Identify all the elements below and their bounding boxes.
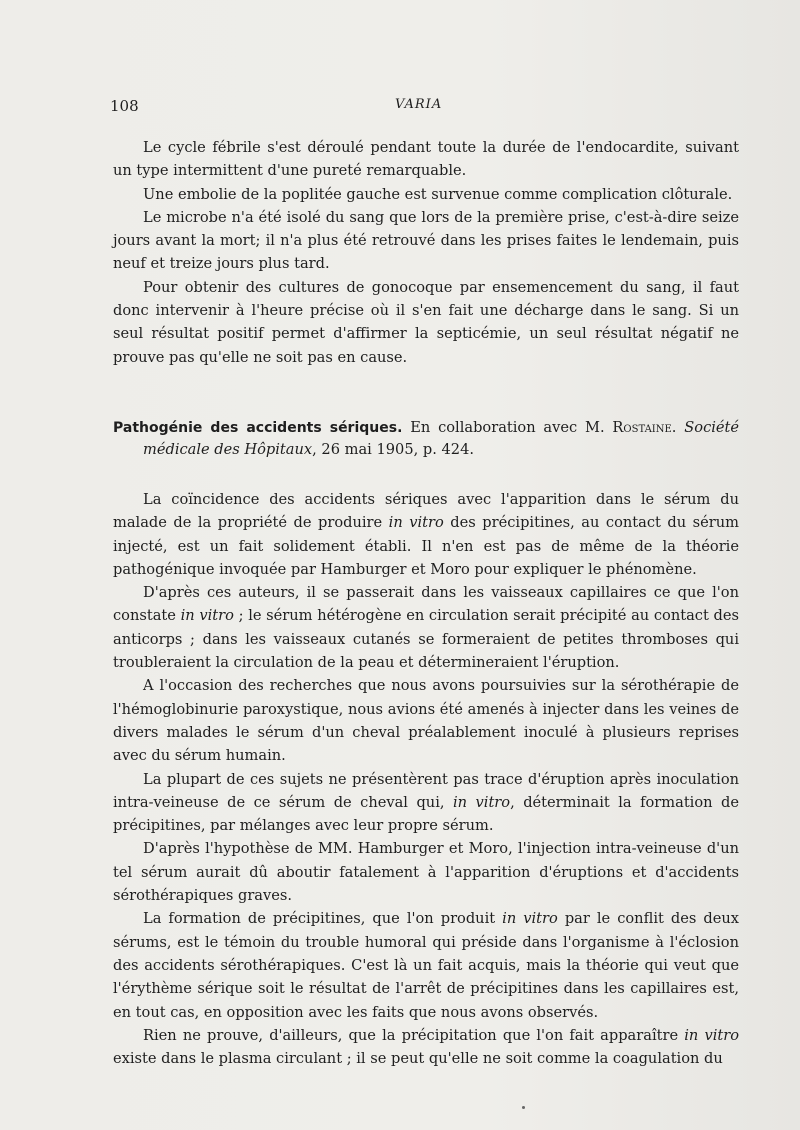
text-run: des précipitines, au contact du sérum injecté, est un fait solidement établi. Il n'en est pas de même de la théorie pathogénique invoquée par Hamburger et Moro pour expliquer le phénomène. bbox=[113, 514, 739, 578]
text-run: La formation de précipitines, que l'on produit bbox=[143, 910, 503, 928]
page-number: 108 bbox=[110, 97, 139, 115]
text-run: ; le sérum hétérogène en circulation serait précipité au contact des anticorps ; dans les vaisseaux cutanés se formeraient de petites thromboses qui troubleraient la circulation de la peau et détermineraient l'éruption. bbox=[113, 607, 739, 672]
paragraph: Pour obtenir des cultures de gonocoque par ensemencement du sang, il faut donc intervenir à l'heure précise où il s'en fait une décharge dans le sang. Si un seul résultat positif permet d'affirmer la septicémie, un seul résultat négatif ne prouve pas qu'elle ne soit pas en cause. bbox=[113, 278, 739, 366]
text-run: Rien ne prouve, d'ailleurs, que la précipitation que l'on fait apparaître bbox=[143, 1026, 685, 1044]
paragraph bbox=[113, 581, 739, 674]
paragraph: Une embolie de la poplitée gauche est survenue comme complication clôturale. bbox=[143, 185, 733, 203]
italic-term: in vitro bbox=[388, 514, 444, 532]
paragraph bbox=[113, 488, 739, 581]
paragraph bbox=[113, 907, 739, 1023]
entry-journal: Société médicale des Hôpitaux bbox=[143, 419, 740, 458]
running-head: VARIA bbox=[395, 97, 443, 112]
entry-collaboration: En collaboration avec M. bbox=[410, 419, 605, 436]
text-run: , déterminait la formation de précipitines, par mélanges avec leur propre sérum. bbox=[113, 793, 739, 835]
text-run: D'après ces auteurs, il se passerait dans les vaisseaux capillaires ce que l'on constate bbox=[113, 584, 739, 625]
paragraph: D'après l'hypothèse de MM. Hamburger et Moro, l'injection intra-veineuse d'un tel sérum aurait dû aboutir fatalement à l'apparition d'éruptions et d'accidents sérothérapiques graves. bbox=[113, 840, 739, 905]
entry-date-page: , 26 mai 1905, p. 424. bbox=[312, 441, 475, 458]
text-run: existe dans le plasma circulant ; il se peut qu'elle ne soit comme la coagulation du bbox=[113, 1050, 723, 1068]
paragraph bbox=[113, 1024, 739, 1071]
bibliographic-entry bbox=[113, 417, 739, 461]
print-speck bbox=[522, 1106, 525, 1109]
italic-term: in vitro bbox=[684, 1026, 739, 1044]
paragraph: A l'occasion des recherches que nous avons poursuivies sur la sérothérapie de l'hémoglobinurie paroxystique, nous avions été amenés à injecter dans les veines de divers malades le sérum d'un cheval préalablement inoculé à plusieurs reprises avec du sérum humain. bbox=[113, 677, 739, 765]
entry-author: Rostaine. bbox=[612, 419, 677, 436]
text-run: La plupart de ces sujets ne présentèrent pas trace d'éruption après inoculation intra-veineuse de ce sérum de cheval qui, bbox=[113, 770, 739, 811]
italic-term: in vitro bbox=[452, 793, 511, 811]
text-run: par le conflit des deux sérums, est le témoin du trouble humoral qui préside dans l'organisme à l'éclosion des accidents sérothérapiques. C'est là un fait acquis, mais la théorie qui veut que l'érythème sérique soit le résultat de l'arrêt de précipitines dans les capillaires est, en tout cas, en opposition avec les faits que nous avons observés. bbox=[113, 910, 739, 1021]
paragraph bbox=[113, 768, 739, 838]
paragraph: Le microbe n'a été isolé du sang que lors de la première prise, c'est-à-dire seize jours avant la mort; il n'a plus été retrouvé dans les prises faites le lendemain, puis neuf et treize jours plus tard. bbox=[113, 208, 739, 273]
text-block-endocarditis bbox=[113, 136, 739, 369]
paragraph: Le cycle fébrile s'est déroulé pendant toute la durée de l'endocardite, suivant un type intermittent d'une pureté remarquable. bbox=[113, 139, 739, 180]
text-block-pathogenesis bbox=[113, 488, 739, 1070]
text-run: La coïncidence des accidents sériques avec l'apparition dans le sérum du malade de la propriété de produire bbox=[113, 491, 739, 532]
italic-term: in vitro bbox=[180, 607, 234, 625]
entry-title: Pathogénie des accidents sériques. bbox=[113, 420, 403, 436]
italic-term: in vitro bbox=[502, 910, 558, 928]
